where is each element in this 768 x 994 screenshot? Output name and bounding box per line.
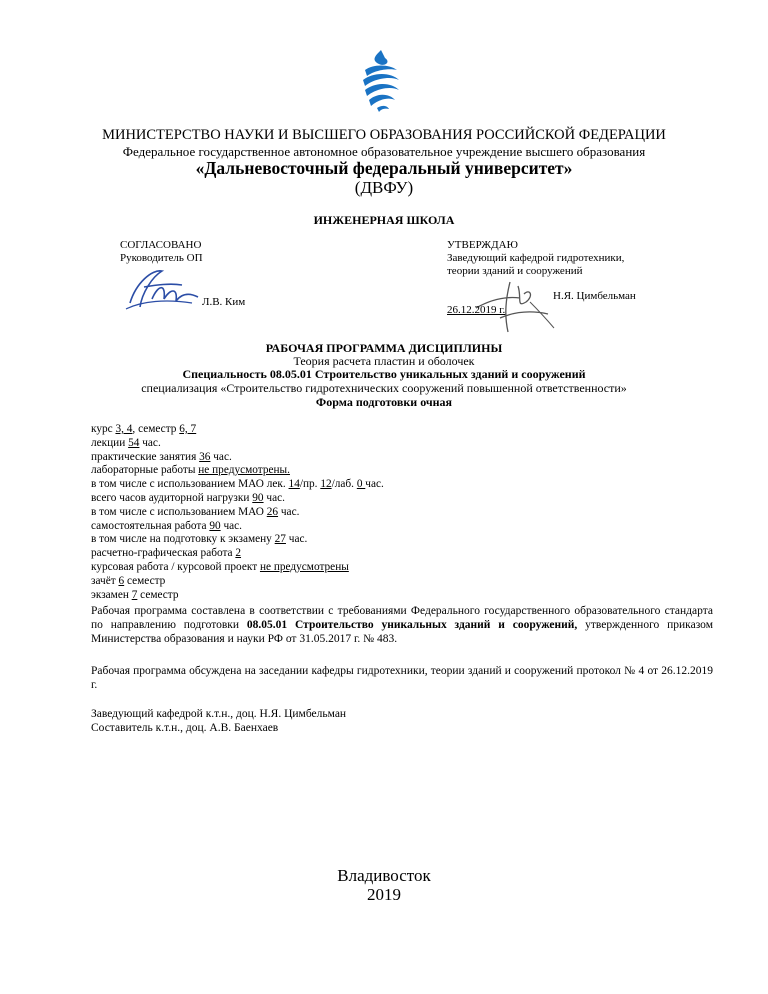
approval-right-role-line2: теории зданий и сооружений: [447, 265, 583, 277]
approval-left: [120, 239, 203, 265]
specialty: Специальность 08.05.01 Строительство уникальных зданий и сооружений: [182, 367, 586, 381]
school-name: ИНЖЕНЕРНАЯ ШКОЛА: [313, 213, 455, 227]
approval-right-role-line1: Заведующий кафедрой гидротехники,: [447, 252, 625, 264]
detail-exam-prep: в том числе на подготовку к экзамену 27 час.: [91, 533, 308, 546]
head-of-department: Заведующий кафедрой к.т.н., доц. Н.Я. Цимбельман: [91, 708, 347, 720]
footer-city: Владивосток: [337, 866, 431, 885]
approval-left-name: Л.В. Ким: [202, 296, 246, 308]
approval-right: [447, 239, 667, 278]
detail-credit: зачёт 6 семестр: [91, 574, 166, 587]
detail-practice: практические занятия 36 час.: [91, 450, 232, 463]
footer: [0, 866, 768, 904]
detail-mao: в том числе с использованием МАО лек. 14/пр. 12/лаб. 0 час.: [91, 478, 384, 491]
paragraph-standard: Рабочая программа составлена в соответствии с требованиями Федерального государственного образовательного стандарта по направлению подготовки 08.05.01 Строительство уникальных зданий и сооружений, утвержденного приказом Министерства образования и науки РФ от 31.05.2017 г. № 483.: [91, 605, 713, 645]
university-logo-icon: [355, 48, 405, 114]
ministry-heading: МИНИСТЕРСТВО НАУКИ И ВЫСШЕГО ОБРАЗОВАНИЯ РОССИЙСКОЙ ФЕДЕРАЦИИ: [102, 127, 666, 143]
detail-mao-total: в том числе с использованием МАО 26 час.: [91, 505, 300, 518]
detail-lab: лабораторные работы не предусмотрены.: [91, 464, 290, 477]
paragraph-authors: [91, 707, 713, 735]
university-abbreviation: (ДВФУ): [354, 178, 414, 197]
signature-left-icon: [122, 263, 202, 313]
study-form: Форма подготовки очная: [315, 395, 453, 409]
specialization: специализация «Строительство гидротехнических сооружений повышенной ответственности»: [141, 381, 627, 395]
detail-exam: экзамен 7 семестр: [91, 588, 179, 601]
approval-date: 26.12.2019 г.: [447, 304, 506, 316]
detail-course: курс 3, 4, семестр 6, 7: [91, 423, 197, 435]
detail-rgr: расчетно-графическая работа 2: [91, 547, 242, 560]
approval-right-title: УТВЕРЖДАЮ: [447, 239, 518, 251]
detail-auditory: всего часов аудиторной нагрузки 90 час.: [91, 491, 285, 504]
approval-right-name: Н.Я. Цимбельман: [553, 290, 636, 302]
discipline-name: Теория расчета пластин и оболочек: [293, 354, 475, 368]
approval-left-title: СОГЛАСОВАНО: [120, 239, 202, 251]
detail-lectures: лекции 54 час.: [91, 436, 161, 449]
institution-type: Федеральное государственное автономное образовательное учреждение высшего образования: [122, 144, 646, 159]
compiler: Составитель к.т.н., доц. А.В. Баенхаев: [91, 722, 279, 734]
approval-left-role: Руководитель ОП: [120, 252, 203, 264]
detail-self-study: самостоятельная работа 90 час.: [91, 519, 242, 532]
university-name: «Дальневосточный федеральный университет»: [195, 158, 573, 178]
program-details: [91, 423, 384, 602]
paragraph-discussion: Рабочая программа обсуждена на заседании кафедры гидротехники, теории зданий и сооружений протокол № 4 от 26.12.2019 г.: [91, 665, 713, 691]
detail-course-project: курсовая работа / курсовой проект не предусмотрены: [91, 560, 349, 573]
footer-year: 2019: [367, 885, 401, 904]
program-title: РАБОЧАЯ ПРОГРАММА ДИСЦИПЛИНЫ: [265, 341, 503, 355]
